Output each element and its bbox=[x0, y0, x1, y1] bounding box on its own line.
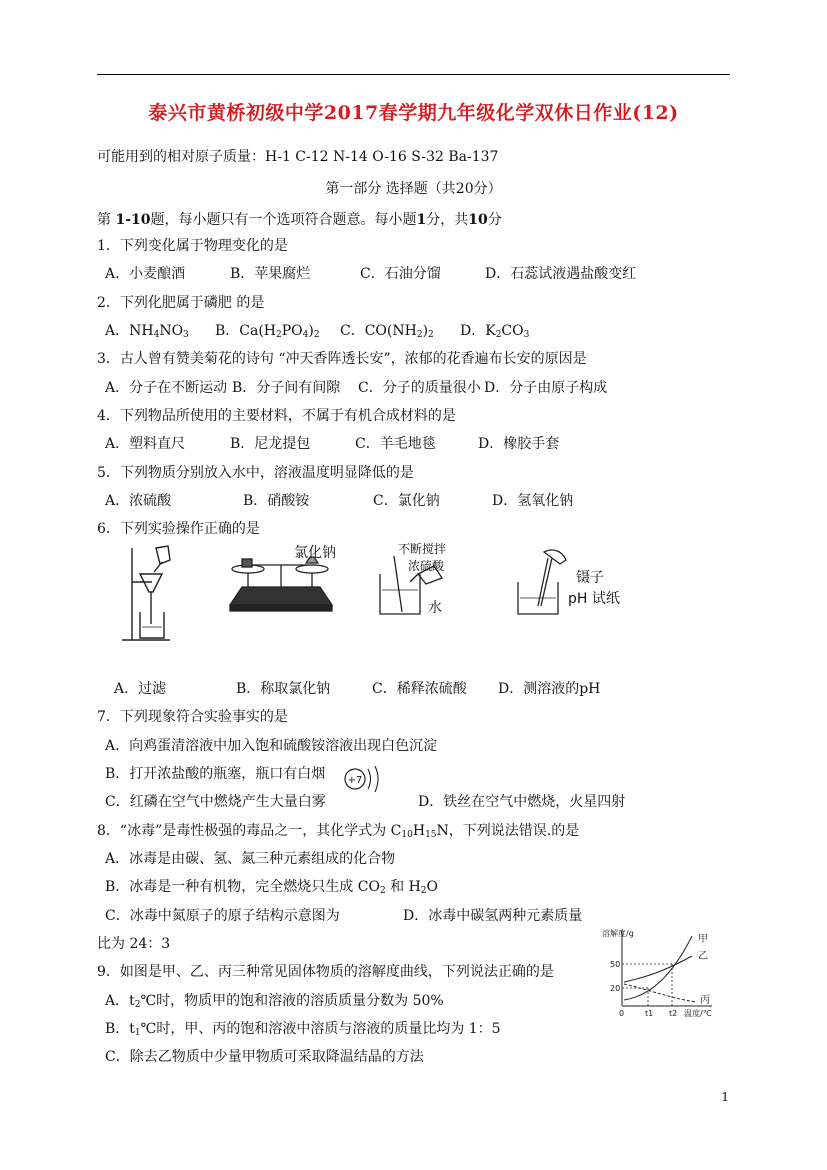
q5-option-c[interactable]: C．氯化钠 bbox=[373, 493, 440, 509]
q6-option-c[interactable]: C．稀释浓硫酸 bbox=[372, 681, 467, 697]
q2-option-c[interactable]: C．$CO(NH_2)_2$ bbox=[340, 323, 434, 340]
q1-option-b[interactable]: B．苹果腐烂 bbox=[230, 266, 311, 282]
label-tweezers: 镊子 bbox=[576, 570, 604, 586]
filtration-apparatus bbox=[120, 542, 190, 644]
q5-option-a[interactable]: A．浓硫酸 bbox=[105, 493, 172, 509]
series-label-jia: 甲 bbox=[698, 934, 708, 945]
q9-option-a[interactable]: A．$t_2℃$时，物质甲的饱和溶液的溶质质量分数为 50% bbox=[105, 993, 444, 1010]
q4-option-a[interactable]: A．塑料直尺 bbox=[105, 436, 186, 452]
q8-option-a[interactable]: A．冰毒是由碳、氢、氮三种元素组成的化合物 bbox=[105, 851, 396, 867]
question-2-stem: 2．下列化肥属于磷肥 的是 bbox=[97, 295, 265, 311]
q3-option-a[interactable]: A．分子在不断运动 bbox=[105, 380, 228, 396]
q7-option-c[interactable]: C．红磷在空气中燃烧产生大量白雾 bbox=[105, 794, 326, 810]
q9-option-b[interactable]: B．$t_1℃$时，甲、丙的饱和溶液中溶质与溶液的质量比均为 1：5 bbox=[105, 1021, 501, 1038]
q3-option-b[interactable]: B．分子间有间隙 bbox=[232, 380, 341, 396]
q4-option-d[interactable]: D．橡胶手套 bbox=[478, 436, 560, 452]
header-rule bbox=[97, 74, 730, 75]
question-9-stem: 9．如图是甲、乙、丙三种常见固体物质的溶解度曲线，下列说法正确的是 bbox=[97, 964, 554, 980]
solubility-curve-chart bbox=[600, 926, 720, 1020]
q7-option-d[interactable]: D．铁丝在空气中燃烧，火星四射 bbox=[418, 794, 626, 810]
label-ph-paper: pH 试纸 bbox=[568, 591, 620, 607]
q8-option-c[interactable]: C．冰毒中氮原子的原子结构示意图为 bbox=[105, 908, 340, 924]
q2-option-d[interactable]: D．$K_2CO_3$ bbox=[460, 323, 530, 340]
chart-x-tick-t1: t1 bbox=[645, 1009, 654, 1018]
curve-yi bbox=[624, 956, 692, 982]
chart-x-tick-t2: t2 bbox=[669, 1009, 678, 1018]
series-label-bing: 丙 bbox=[700, 995, 710, 1006]
question-3-stem: 3．古人曾有赞美菊花的诗句 “冲天香阵透长安”，浓郁的花香遍布长安的原因是 bbox=[97, 351, 587, 367]
q4-option-c[interactable]: C．羊毛地毯 bbox=[355, 436, 436, 452]
instructions: 第 1-10题，每小题只有一个选项符合题意。每小题1分，共10分 bbox=[97, 212, 502, 228]
q7-option-b[interactable]: B．打开浓盐酸的瓶塞，瓶口有白烟 bbox=[105, 766, 326, 782]
question-7-stem: 7．下列现象符合实验事实的是 bbox=[97, 709, 288, 725]
chart-y-tick-20: 20 bbox=[610, 984, 621, 993]
q1-option-c[interactable]: C．石油分馏 bbox=[360, 266, 441, 282]
q1-option-d[interactable]: D．石蕊试液遇盐酸变红 bbox=[485, 266, 637, 282]
label-water: 水 bbox=[428, 600, 442, 616]
page-number: 1 bbox=[721, 1090, 729, 1104]
q7-option-a[interactable]: A．向鸡蛋清溶液中加入饱和硫酸铵溶液出现白色沉淀 bbox=[105, 738, 438, 754]
q9-option-c[interactable]: C．除去乙物质中少量甲物质可采取降温结晶的方法 bbox=[105, 1049, 424, 1065]
nitrogen-atom-diagram bbox=[340, 762, 388, 796]
q1-option-a[interactable]: A．小麦酿酒 bbox=[105, 266, 186, 282]
q3-option-c[interactable]: C．分子的质量很小 bbox=[358, 380, 481, 396]
label-keep-stirring: 不断搅拌 bbox=[398, 542, 447, 556]
q2-option-b[interactable]: B．$Ca(H_2PO_4)_2$ bbox=[215, 323, 320, 340]
question-4-stem: 4．下列物品所使用的主要材料，不属于有机合成材料的是 bbox=[97, 408, 456, 424]
curve-jia bbox=[624, 936, 692, 1000]
atomic-masses: 可能用到的相对原子质量：H-1 C-12 N-14 O-16 S-32 Ba-137 bbox=[97, 149, 499, 165]
chart-x-tick-0: 0 bbox=[619, 1009, 625, 1018]
question-6-stem: 6．下列实验操作正确的是 bbox=[97, 521, 260, 537]
label-conc-acid: 浓硫酸 bbox=[408, 559, 445, 573]
chart-y-tick-50: 50 bbox=[610, 960, 621, 969]
q5-option-d[interactable]: D．氢氧化钠 bbox=[492, 493, 574, 509]
q8-option-d[interactable]: D．冰毒中碳氢两种元素质量 bbox=[403, 908, 583, 924]
q4-option-b[interactable]: B．尼龙提包 bbox=[230, 436, 311, 452]
part-title: 第一部分 选择题（共20分） bbox=[325, 181, 502, 197]
series-label-yi: 乙 bbox=[698, 951, 708, 962]
q5-option-b[interactable]: B．硝酸铵 bbox=[243, 493, 310, 509]
q6-option-a[interactable]: A．过滤 bbox=[114, 681, 167, 697]
label-sodium-chloride: 氯化钠 bbox=[294, 545, 336, 561]
q6-option-b[interactable]: B．称取氯化钠 bbox=[236, 681, 331, 697]
question-1-stem: 1．下列变化属于物理变化的是 bbox=[97, 238, 288, 254]
q8-option-b[interactable]: B．冰毒是一种有机物，完全燃烧只生成 $CO_2$ 和 $H_2O$ bbox=[105, 879, 438, 896]
chart-x-label: 温度/℃ bbox=[684, 1009, 712, 1018]
page-title: 泰兴市黄桥初级中学2017春学期九年级化学双休日作业(12) bbox=[148, 102, 679, 124]
question-8-stem: 8．“冰毒”是毒性极强的毒品之一，其化学式为 $C_{10}H_{15}N$，下列说法错误.的是 bbox=[97, 823, 580, 840]
q6-option-d[interactable]: D．测溶液的pH bbox=[498, 681, 601, 697]
q3-option-d[interactable]: D．分子由原子构成 bbox=[484, 380, 608, 396]
question-5-stem: 5．下列物质分别放入水中，溶液温度明显降低的是 bbox=[97, 465, 414, 481]
chart-y-label: 溶解度/g bbox=[602, 929, 634, 938]
atom-nucleus-label: +7 bbox=[347, 775, 363, 786]
q8-option-d-continued: 比为 24：3 bbox=[97, 936, 171, 952]
q2-option-a[interactable]: A．$NH_4NO_3$ bbox=[105, 323, 189, 340]
curve-bing bbox=[624, 984, 696, 1002]
